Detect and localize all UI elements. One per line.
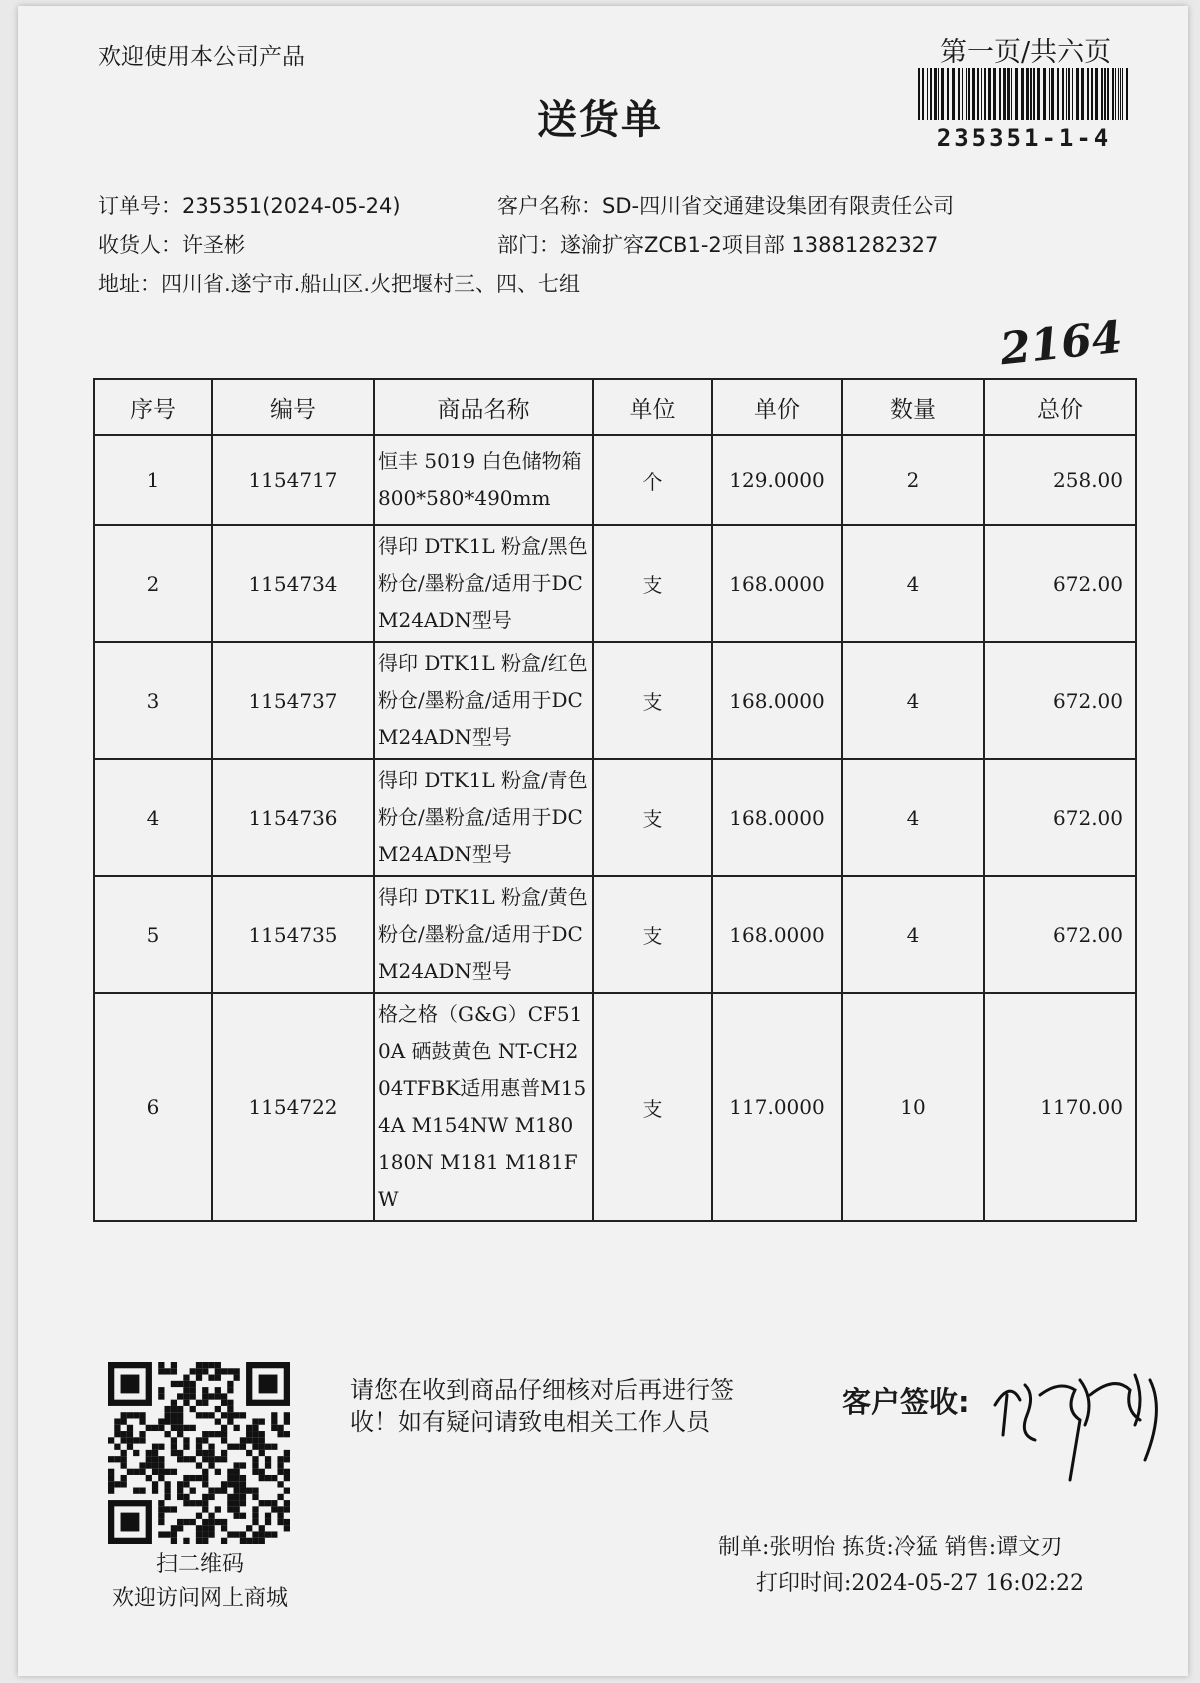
- col-header-name: 商品名称: [374, 379, 593, 435]
- cell-code: 1154717: [212, 435, 374, 525]
- customer-signature: [985, 1355, 1185, 1495]
- cell-code: 1154734: [212, 525, 374, 642]
- cell-seq: 2: [94, 525, 212, 642]
- qr-caption-line-2: 欢迎访问网上商城: [111, 1586, 288, 1611]
- col-header-price: 单价: [712, 379, 842, 435]
- goods-table: [93, 378, 1137, 1222]
- table-header-row: [94, 379, 1136, 435]
- col-header-total: 总价: [984, 379, 1136, 435]
- print-time: 打印时间:2024-05-27 16:02:22: [756, 1571, 1085, 1596]
- table-row: [94, 993, 1136, 1221]
- cell-unit: 支: [593, 525, 712, 642]
- cell-seq: 4: [94, 759, 212, 876]
- cell-name: 得印 DTK1L 粉盒/黄色粉仓/墨粉盒/适用于DCM24ADN型号: [374, 876, 593, 993]
- col-header-unit: 单位: [593, 379, 712, 435]
- cell-name: 格之格（G&G）CF510A 硒鼓黄色 NT-CH204TFBK适用惠普M154A M154NW M180 180N M181 M181FW: [374, 993, 593, 1221]
- cell-qty: 4: [842, 642, 984, 759]
- qr-caption-line-1: 扫二维码: [155, 1552, 244, 1577]
- cell-code: 1154736: [212, 759, 374, 876]
- cell-price: 168.0000: [712, 759, 842, 876]
- cell-seq: 6: [94, 993, 212, 1221]
- order-number: 订单号：235351(2024-05-24): [98, 194, 401, 218]
- page-indicator: 第一页/共六页: [940, 37, 1112, 68]
- cell-qty: 10: [842, 993, 984, 1221]
- receipt-notice: 请您在收到商品仔细核对后再进行签收！如有疑问请致电相关工作人员: [350, 1376, 734, 1436]
- customer-name: 客户名称：SD-四川省交通建设集团有限责任公司: [497, 194, 955, 218]
- cell-name: 得印 DTK1L 粉盒/青色粉仓/墨粉盒/适用于DCM24ADN型号: [374, 759, 593, 876]
- cell-seq: 1: [94, 435, 212, 525]
- cell-name: 恒丰 5019 白色储物箱 800*580*490mm: [374, 435, 593, 525]
- address: 地址：四川省.遂宁市.船山区.火把堰村三、四、七组: [98, 272, 581, 296]
- qr-caption: [92, 1548, 308, 1616]
- cell-total: 672.00: [984, 759, 1136, 876]
- cell-unit: 支: [593, 876, 712, 993]
- col-header-seq: 序号: [94, 379, 212, 435]
- col-header-code: 编号: [212, 379, 374, 435]
- cell-price: 168.0000: [712, 876, 842, 993]
- cell-total: 672.00: [984, 525, 1136, 642]
- table-row: [94, 759, 1136, 876]
- col-header-qty: 数量: [842, 379, 984, 435]
- sign-label: 客户签收:: [842, 1385, 970, 1419]
- cell-qty: 2: [842, 435, 984, 525]
- qr-code: [108, 1362, 290, 1544]
- cell-price: 129.0000: [712, 435, 842, 525]
- cell-qty: 4: [842, 876, 984, 993]
- cell-unit: 支: [593, 759, 712, 876]
- cell-price: 117.0000: [712, 993, 842, 1221]
- consignee: 收货人：许圣彬: [98, 233, 245, 257]
- cell-total: 672.00: [984, 642, 1136, 759]
- cell-name: 得印 DTK1L 粉盒/黑色粉仓/墨粉盒/适用于DCM24ADN型号: [374, 525, 593, 642]
- cell-qty: 4: [842, 525, 984, 642]
- barcode-number: 235351-1-4: [936, 124, 1112, 152]
- cell-qty: 4: [842, 759, 984, 876]
- cell-code: 1154737: [212, 642, 374, 759]
- table-row: [94, 876, 1136, 993]
- cell-total: 1170.00: [984, 993, 1136, 1221]
- cell-seq: 5: [94, 876, 212, 993]
- cell-unit: 支: [593, 642, 712, 759]
- cell-name: 得印 DTK1L 粉盒/红色粉仓/墨粉盒/适用于DCM24ADN型号: [374, 642, 593, 759]
- cell-price: 168.0000: [712, 642, 842, 759]
- table-row: [94, 525, 1136, 642]
- cell-total: 672.00: [984, 876, 1136, 993]
- table-row: [94, 435, 1136, 525]
- cell-code: 1154735: [212, 876, 374, 993]
- table-row: [94, 642, 1136, 759]
- cell-total: 258.00: [984, 435, 1136, 525]
- welcome-text: 欢迎使用本公司产品: [98, 44, 305, 70]
- staff-info: 制单:张明怡 拣货:冷猛 销售:谭文刃: [718, 1535, 1063, 1560]
- cell-unit: 支: [593, 993, 712, 1221]
- handwritten-note: 2164: [997, 311, 1125, 376]
- cell-code: 1154722: [212, 993, 374, 1221]
- department: 部门：遂渝扩容ZCB1-2项目部 13881282327: [497, 233, 939, 257]
- cell-unit: 个: [593, 435, 712, 525]
- cell-price: 168.0000: [712, 525, 842, 642]
- cell-seq: 3: [94, 642, 212, 759]
- document-title: 送货单: [537, 97, 663, 143]
